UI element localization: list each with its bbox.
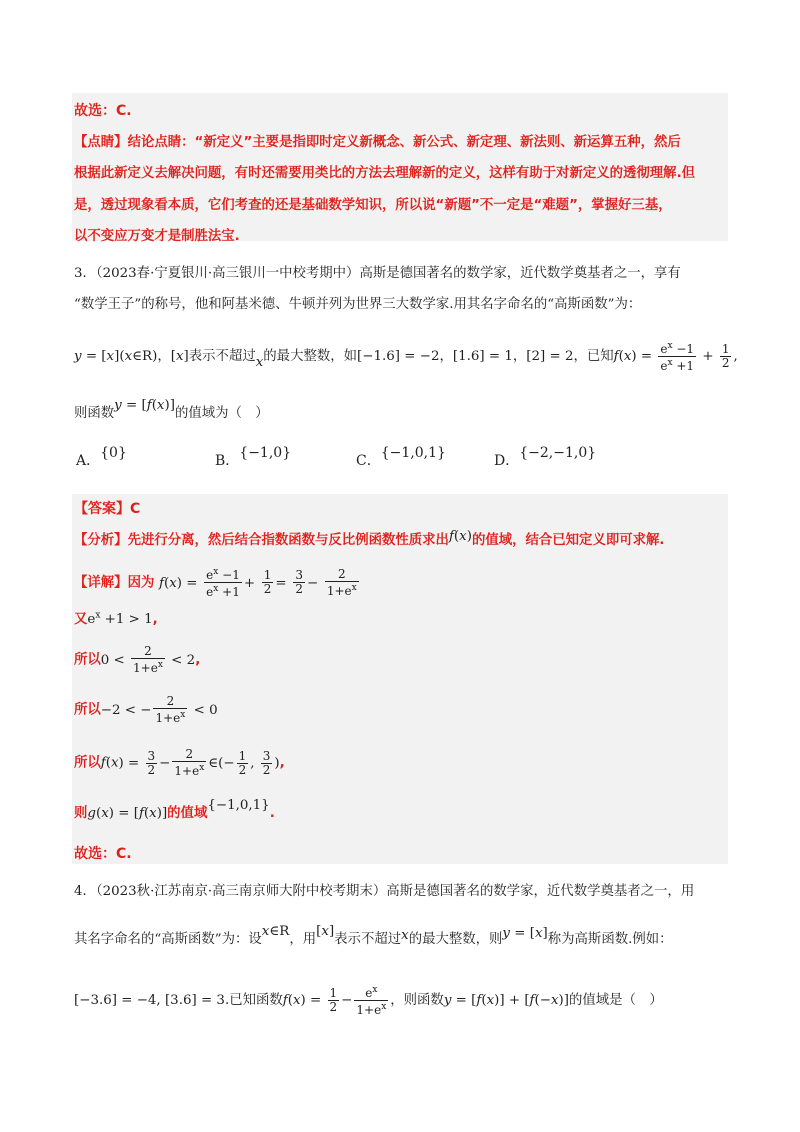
q3-definition-line: y = [x](x∈R)，[x]表示不超过x的最大整数，如[−1.6] = −2，[1.6] = 1，[2] = 2，已知f(x) = $\frac{e^x -1}{e^x +1}$ + $\frac{1}{2}$ , [74,341,738,373]
step-bound-line: 所以0 < $\frac{2}{1+e^x}$ < 2, [74,644,201,675]
solution2-choice: 故选：C. [74,846,132,862]
step-ex-line: 又$e^x +1 > 1$, [74,610,158,627]
q3-line-1: 3．（2023春·宁夏银川·高三银川一中校考期中）高斯是德国著名的数学家，近代数学奠基者之一，享有 [74,266,681,281]
solution1-choice: 故选：C. [74,103,132,119]
q3-option-b[interactable]: B．{−1,0} [215,445,292,469]
solution1-comment-line-1: 【点睛】结论点睛：“新定义”主要是指即时定义新概念、新公式、新定理、新法则、新运算五种，然后 [74,135,681,150]
solution1-comment-line-2: 根据此新定义去解决问题，有时还需要用类比的方法去理解新的定义，这样有助于对新定义的透彻理解.但 [74,166,696,181]
step-range-line: 所以f(x) = $\frac{3}{2}$ − $\frac{2}{1+e^x}$ ∈(− $\frac{1}{2}$ , $\frac{3}{2}$ ), [74,747,285,778]
q3-option-d[interactable]: D．{−2,−1,0} [494,445,597,469]
step-neg-line: 所以−2 < − $\frac{2}{1+e^x}$ < 0 [74,694,218,725]
answer-line: 【答案】C [74,501,141,517]
q4-line-1: 4．（2023秋·江苏南京·高三南京师大附中校考期末）高斯是德国著名的数学家，近代数学奠基者之一，用 [74,884,695,899]
q4-line-2: 其名字命名的“高斯函数”为：设x∈R，用[x]表示不超过x的最大整数，则y = [x]称为高斯函数.例如： [74,924,673,947]
q3-option-a[interactable]: A．{0} [76,445,127,469]
step-result-line: 则g(x) = [f(x)]的值域{−1,0,1}. [74,798,275,821]
solution1-comment-line-3: 是，透过现象看本质，它们考查的还是基础数学知识，所以说“新题”不一定是“难题”，掌握好三基， [74,198,672,213]
q3-option-c[interactable]: C．{−1,0,1} [356,445,446,469]
q3-fraction: $\frac{e^x -1}{e^x +1}$ [660,341,695,373]
comment-label: 【点睛】 [74,135,128,150]
q4-line-3: [−3.6] = −4, [3.6] = 3.已知函数f(x) = $\frac{1}{2}$ − $\frac{e^x}{1+e^x}$ ，则函数y = [f(x)] + [f(−x)]的值域是（ ） [74,985,663,1017]
q3-question-line: 则函数y = [f(x)]的值域为（ ） [74,398,269,421]
solution1-comment-line-4: 以不变应万变才是制胜法宝. [74,229,240,244]
detail-line: 【详解】因为 f(x) = $\frac{e^x -1}{e^x +1}$ + $\frac{1}{2}$ = $\frac{3}{2}$ − $\frac{2}{1+e^x}$ [74,566,357,599]
q3-line-2: “数学王子”的称号，他和阿基米德、牛顿并列为世界三大数学家.用其名字命名的“高斯函数”为： [74,297,642,312]
analysis-line: 【分析】先进行分离，然后结合指数函数与反比例函数性质求出f(x)的值域，结合已知定义即可求解. [74,529,665,548]
